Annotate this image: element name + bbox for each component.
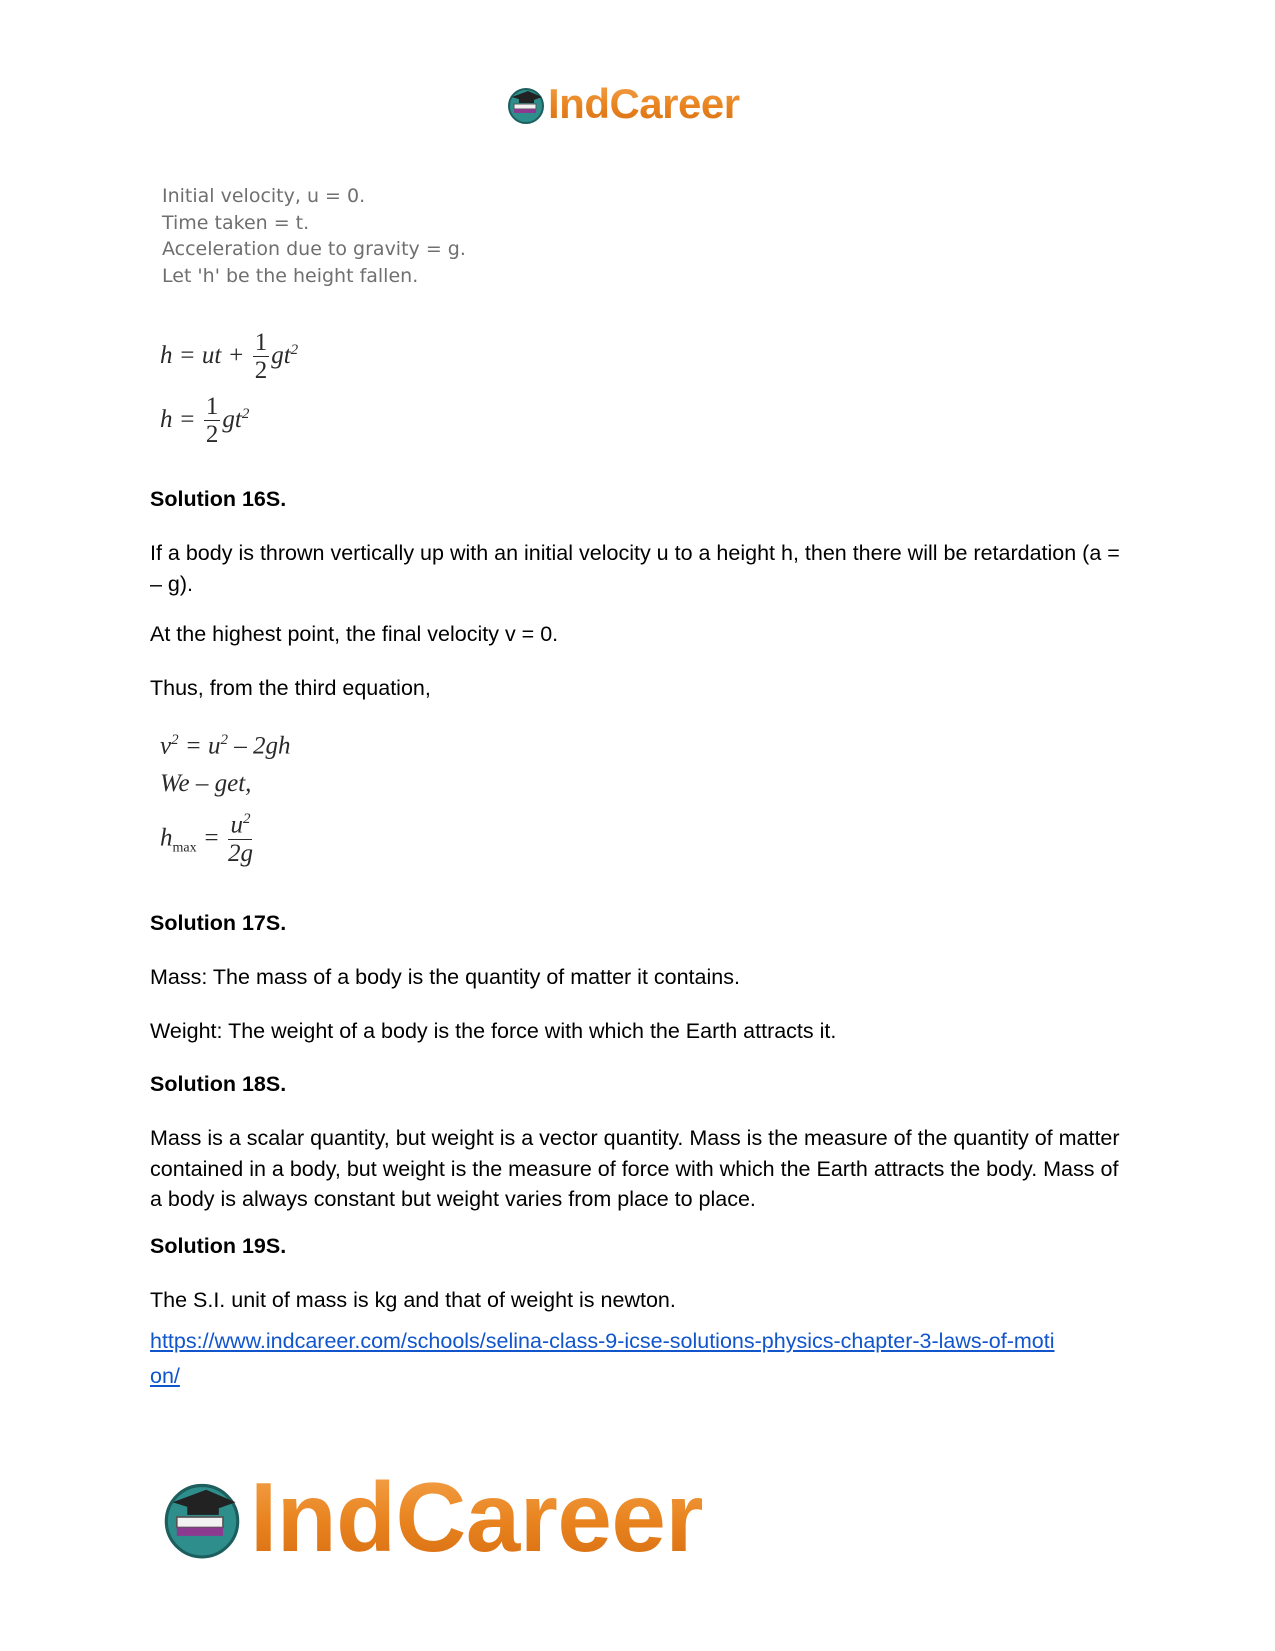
equation-height-simplified: h = $\frac{1}{2}$ $gt^2$ — [160, 393, 250, 449]
solution-19-paragraph-1: The S.I. unit of mass is kg and that of weight is newton. — [150, 1288, 676, 1312]
given-line: Acceleration due to gravity = g. — [162, 238, 466, 260]
graduation-book-globe-icon — [160, 1475, 244, 1559]
solution-17-paragraph-2: Weight: The weight of a body is the force with which the Earth attracts it. — [150, 1019, 837, 1043]
equation-max-height: $h_{max}$ = $\frac{u^2}{2g}$ — [160, 811, 253, 867]
given-line: Time taken = t. — [162, 211, 310, 234]
fraction: $\frac{u^2}{2g}$ — [227, 811, 253, 867]
solution-17-heading: Solution 17S. — [150, 911, 287, 935]
solution-17-paragraph-1: Mass: The mass of a body is the quantity of matter it contains. — [150, 965, 740, 989]
solution-18-heading: Solution 18S. — [150, 1072, 287, 1096]
given-line: Initial velocity, u = 0. — [162, 185, 366, 207]
solution-18-paragraph-1: Mass is a scalar quantity, but weight is a vector quantity. Mass is the measure of the quantity of matter contained in a body, but weight is the measure of force with which the Earth attracts the body. Mass of a body is always constant but weight varies from place to place. — [150, 1126, 1120, 1211]
solution-16-paragraph-1: If a body is thrown vertically up with an initial velocity u to a height h, then there will be retardation (a = – g). — [150, 541, 1120, 596]
solution-16-heading: Solution 16S. — [150, 487, 287, 511]
equation-height-full: h = ut + $\frac{1}{2}$ $gt^2$ — [160, 329, 299, 385]
graduation-book-globe-icon — [506, 84, 546, 124]
brand-name: IndCareer — [250, 1462, 704, 1572]
equation-third-motion: $v^2 = u^2 - 2gh$ — [160, 732, 291, 760]
given-list — [162, 183, 466, 289]
fraction: $\frac{1}{2}$ — [205, 393, 219, 449]
given-line: Let 'h' be the height fallen. — [162, 264, 419, 287]
solution-16-paragraph-3: Thus, from the third equation, — [150, 676, 431, 700]
solution-19-heading: Solution 19S. — [150, 1234, 287, 1258]
fraction: $\frac{1}{2}$ — [254, 329, 268, 385]
source-link-line-2[interactable]: on/ — [150, 1364, 180, 1388]
footer-logo — [160, 1462, 704, 1572]
brand-name: IndCareer — [548, 80, 740, 127]
source-link[interactable] — [150, 1324, 1125, 1394]
header-logo — [506, 80, 740, 128]
equation-we-get: We – get, — [160, 770, 252, 797]
source-link-line-1[interactable]: https://www.indcareer.com/schools/selina-class-9-icse-solutions-physics-chapter-3-laws-of-moti — [150, 1329, 1055, 1353]
solution-16-paragraph-2: At the highest point, the final velocity v = 0. — [150, 622, 559, 646]
